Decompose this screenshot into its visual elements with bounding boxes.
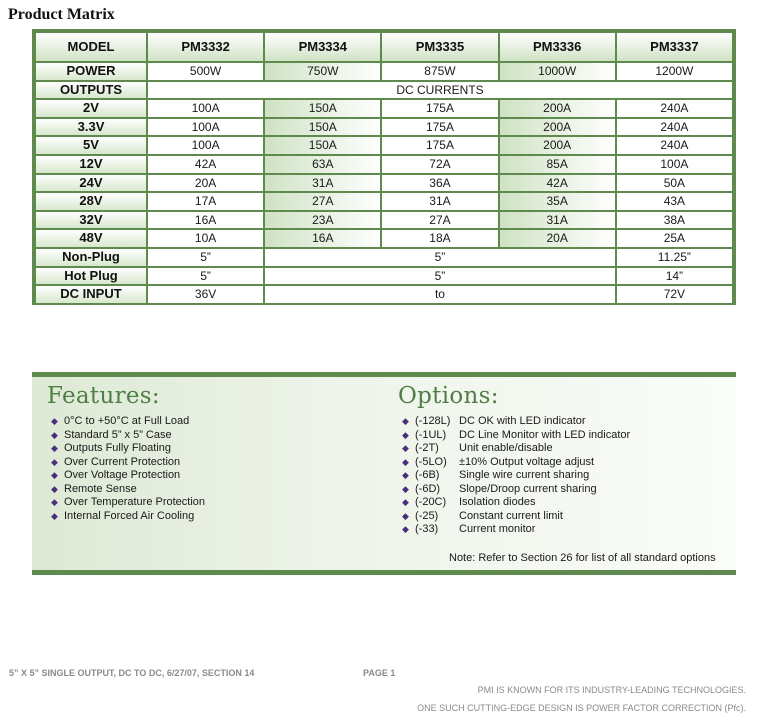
diamond-bullet-icon: ◆ [402,483,409,494]
current-cell: 17A [148,193,263,210]
size-cell: 5” [265,268,615,285]
row-label: Non-Plug [36,249,146,266]
current-cell: 72A [382,156,497,173]
option-item [398,456,728,470]
diamond-bullet-icon: ◆ [51,470,58,480]
feature-item: ◆ Remote Sense [51,482,137,495]
current-cell: 10A [148,230,263,247]
current-cell: 42A [148,156,263,173]
row-label: 28V [36,193,146,210]
footer-tagline-2: ONE SUCH CUTTING-EDGE DESIGN IS POWER FACTOR CORRECTION (Pfc). [417,703,746,713]
current-cell: 100A [148,119,263,136]
size-cell: 5” [148,249,263,266]
features-heading: Features: [47,383,160,409]
current-cell: 175A [382,137,497,154]
current-cell: 150A [265,119,380,136]
footer-section-info: 5” X 5” SINGLE OUTPUT, DC TO DC, 6/27/07, SECTION 14 [9,668,255,678]
row-label: 5V [36,137,146,154]
option-desc: Slope/Droop current sharing [459,482,597,495]
model-name: PM3336 [500,33,615,61]
current-cell: 35A [500,193,615,210]
option-code: (-25) [415,509,439,522]
current-cell: 25A [617,230,732,247]
footer-page-number: PAGE 1 [363,668,396,678]
product-matrix-table [34,31,734,305]
row-label: 48V [36,230,146,247]
feature-item: ◆ Over Voltage Protection [51,469,181,481]
option-item [398,469,728,483]
current-cell: 240A [617,119,732,136]
model-name: PM3335 [382,33,497,61]
input-cell: 36V [148,286,263,303]
current-cell: 42A [500,175,615,192]
option-code: (-20C) [415,496,447,508]
model-name: PM3334 [265,33,380,61]
current-cell: 200A [500,119,615,136]
row-label: 24V [36,175,146,192]
options-heading: Options: [398,383,499,409]
current-cell: 200A [500,137,615,154]
current-cell: 240A [617,137,732,154]
current-cell: 100A [148,100,263,117]
dc-input-row [36,286,732,303]
power-cell: 875W [382,63,497,80]
model-name: PM3332 [148,33,263,61]
option-item [398,523,728,537]
features-section [47,383,377,523]
feature-item: ◆ 0°C to +50°C at Full Load [51,415,190,427]
option-desc: Current monitor [459,523,536,535]
current-row [36,119,732,136]
diamond-bullet-icon: ◆ [402,524,409,534]
option-item [398,483,728,497]
option-item [398,442,728,456]
diamond-bullet-icon: ◆ [51,443,58,453]
current-cell: 63A [265,156,380,173]
diamond-bullet-icon: ◆ [402,456,409,467]
row-label: 2V [36,100,146,117]
feature-item: ◆ Over Temperature Protection [51,496,206,508]
current-cell: 16A [148,212,263,229]
current-cell: 16A [265,230,380,247]
diamond-bullet-icon: ◆ [402,429,409,440]
current-cell: 100A [617,156,732,173]
diamond-bullet-icon: ◆ [51,416,58,426]
option-code: (-128L) [415,415,451,427]
size-cell: 14” [617,268,732,285]
current-row [36,230,732,247]
option-desc: Constant current limit [459,509,563,522]
current-cell: 200A [500,100,615,117]
power-cell: 1200W [617,63,732,80]
diamond-bullet-icon: ◆ [402,497,409,507]
feature-item: ◆ Standard 5” x 5” Case [51,428,172,441]
features-list [47,415,377,523]
diamond-bullet-icon: ◆ [51,497,58,507]
model-name: PM3337 [617,33,732,61]
current-cell: 50A [617,175,732,192]
power-cell: 1000W [500,63,615,80]
power-cell: 500W [148,63,263,80]
diamond-bullet-icon: ◆ [51,483,58,494]
option-code: (-2T) [415,442,439,454]
option-desc: ±10% Output voltage adjust [459,455,595,468]
option-desc: Single wire current sharing [459,469,590,481]
row-label: Hot Plug [36,268,146,285]
current-cell: 150A [265,100,380,117]
option-code: (-1UL) [415,428,447,441]
option-desc: DC Line Monitor with LED indicator [459,428,631,441]
diamond-bullet-icon: ◆ [51,510,58,521]
row-label: POWER [36,63,146,80]
option-code: (-6B) [415,469,440,481]
current-cell: 18A [382,230,497,247]
feature-item: ◆ Internal Forced Air Cooling [51,509,195,522]
option-item [398,429,728,443]
diamond-bullet-icon: ◆ [402,416,409,426]
current-row [36,100,732,117]
product-matrix [32,29,736,305]
footer-tagline-1: PMI IS KNOWN FOR ITS INDUSTRY-LEADING TECHNOLOGIES. [477,685,746,695]
current-cell: 43A [617,193,732,210]
hotplug-row [36,268,732,285]
options-list [398,415,728,537]
feature-item: ◆ Outputs Fully Floating [51,442,171,454]
current-cell: 38A [617,212,732,229]
input-cell: 72V [617,286,732,303]
current-cell: 20A [500,230,615,247]
current-cell: 175A [382,119,497,136]
input-cell: to [265,286,615,303]
option-item [398,415,728,429]
diamond-bullet-icon: ◆ [402,510,409,521]
current-row [36,156,732,173]
current-cell: 175A [382,100,497,117]
power-cell: 750W [265,63,380,80]
row-label: OUTPUTS [36,82,146,99]
current-cell: 31A [382,193,497,210]
current-row [36,193,732,210]
options-section [398,383,728,564]
current-cell: 27A [382,212,497,229]
current-row [36,175,732,192]
diamond-bullet-icon: ◆ [402,470,409,480]
outputs-cell: DC CURRENTS [148,82,732,99]
current-cell: 85A [500,156,615,173]
current-cell: 31A [265,175,380,192]
current-cell: 150A [265,137,380,154]
current-cell: 100A [148,137,263,154]
row-label: 12V [36,156,146,173]
current-row [36,137,732,154]
diamond-bullet-icon: ◆ [402,443,409,453]
current-cell: 20A [148,175,263,192]
option-item [398,510,728,524]
size-cell: 11.25” [617,249,732,266]
features-options-panel [32,372,736,575]
option-code: (-33) [415,523,439,535]
option-code: (-5LO) [415,455,447,468]
option-desc: Isolation diodes [459,496,536,508]
nonplug-row [36,249,732,266]
option-code: (-6D) [415,482,441,495]
power-row [36,63,732,80]
model-header-corner: MODEL [36,33,146,61]
feature-item: ◆ Over Current Protection [51,455,181,468]
current-cell: 23A [265,212,380,229]
row-label: 3.3V [36,119,146,136]
option-desc: Unit enable/disable [459,442,553,454]
current-cell: 240A [617,100,732,117]
model-header-row [36,33,732,61]
current-cell: 31A [500,212,615,229]
current-cell: 27A [265,193,380,210]
options-note: Note: Refer to Section 26 for list of all standard options [449,552,716,564]
current-row [36,212,732,229]
size-cell: 5” [265,249,615,266]
option-item [398,496,728,510]
option-desc: DC OK with LED indicator [459,415,586,427]
row-label: DC INPUT [36,286,146,303]
current-cell: 36A [382,175,497,192]
diamond-bullet-icon: ◆ [51,429,58,440]
size-cell: 5” [148,268,263,285]
outputs-row [36,82,732,99]
row-label: 32V [36,212,146,229]
page-title: Product Matrix [8,6,115,23]
diamond-bullet-icon: ◆ [51,456,58,467]
